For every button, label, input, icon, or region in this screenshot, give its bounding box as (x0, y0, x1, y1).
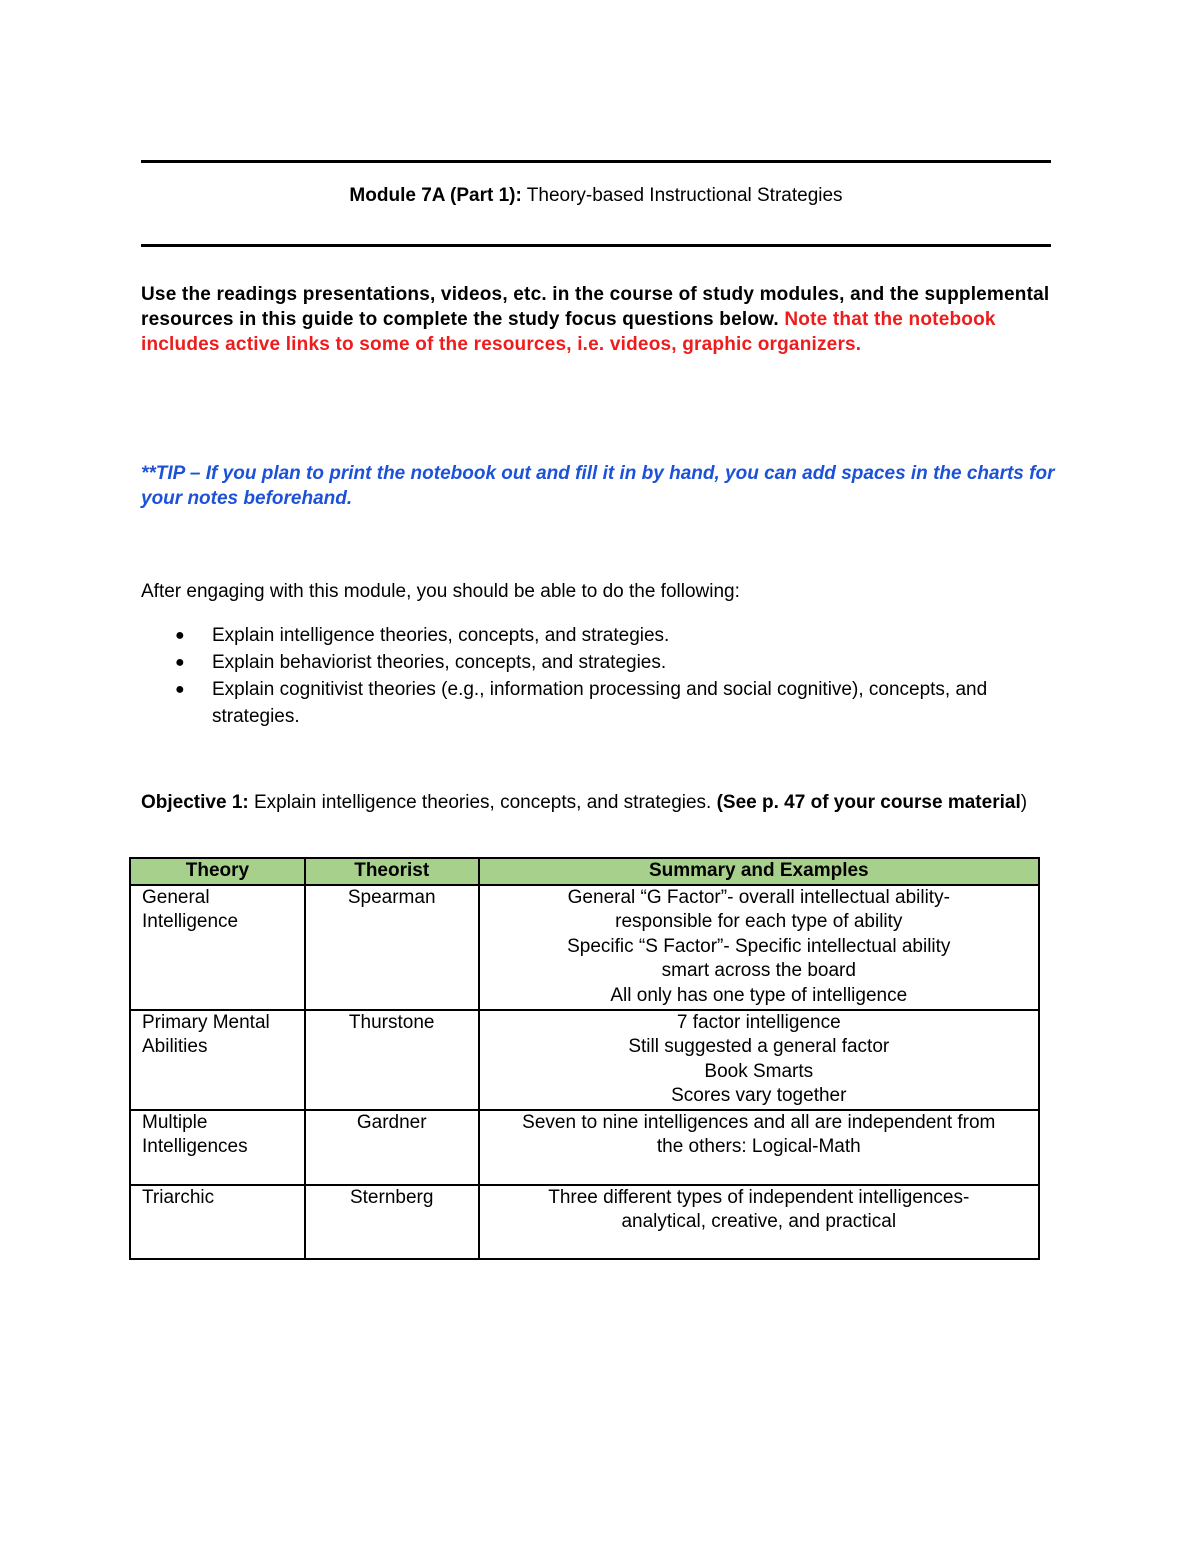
links-note: Note that the notebook includes active links to some of the resources, i.e. videos, graphic organizers. (141, 309, 996, 355)
theory-line: General (142, 886, 210, 908)
bullet-icon: ● (175, 681, 185, 698)
table-row (130, 1010, 1039, 1110)
table-row (130, 1110, 1039, 1185)
objective-1-text: Explain intelligence theories, concepts, and strategies. (248, 792, 717, 813)
module-heading (141, 184, 1051, 208)
summary-line: Still suggested a general factor (628, 1036, 890, 1057)
table-row (130, 885, 1039, 1010)
summary-line: Book Smarts (704, 1060, 814, 1082)
objective-1-reference: (See p. 47 of your course material (716, 792, 1021, 813)
theory-cell (130, 1185, 305, 1259)
summary-cell (479, 1185, 1039, 1259)
header-theorist: Theorist (305, 858, 479, 885)
tip-paragraph: **TIP – If you plan to print the notebook out and fill it in by hand, you can add spaces in the charts for your notes beforehand. (141, 463, 1055, 509)
objective-text: Explain intelligence theories, concepts, and strategies. (212, 625, 670, 646)
summary-line: General “G Factor”- overall intellectual ability- (567, 886, 950, 908)
header-summary: Summary and Examples (479, 858, 1039, 885)
theorist-cell: Spearman (305, 885, 479, 1010)
summary-line: Three different types of independent intelligences- (548, 1186, 970, 1208)
summary-line: All only has one type of intelligence (610, 984, 908, 1006)
intelligence-theories-table (129, 857, 1040, 1260)
summary-line: smart across the board (661, 960, 856, 981)
theory-cell (130, 885, 305, 1010)
summary-line: 7 factor intelligence (676, 1011, 841, 1033)
module-label: Module 7A (Part 1): (349, 185, 522, 206)
objective-text: Explain cognitivist theories (e.g., information processing and social cognitive), concepts, and strategies. (212, 679, 988, 727)
objective-item (141, 676, 1056, 730)
summary-line: responsible for each type of ability (615, 911, 903, 932)
table-header-row (130, 858, 1039, 885)
bullet-icon: ● (175, 627, 185, 644)
theory-line: Intelligence (142, 911, 239, 932)
objective-1-closing: ) (1020, 792, 1028, 813)
objectives-intro: After engaging with this module, you should be able to do the following: (141, 581, 740, 602)
theory-line: Intelligences (142, 1136, 248, 1157)
instructions-text: Use the readings presentations, videos, etc. in the course of study modules, and the supplemental resources in this guide to complete the study focus questions below. (141, 284, 1050, 330)
module-title: Theory-based Instructional Strategies (521, 185, 843, 206)
summary-cell (479, 885, 1039, 1010)
summary-cell (479, 1110, 1039, 1185)
theory-line: Triarchic (142, 1186, 215, 1208)
bullet-icon: ● (175, 654, 185, 671)
objective-item (141, 649, 1056, 676)
theory-cell (130, 1010, 305, 1110)
bottom-divider (141, 244, 1051, 247)
objective-item (141, 622, 1056, 649)
objectives-list (141, 622, 1056, 730)
summary-line: Scores vary together (671, 1085, 847, 1106)
summary-cell (479, 1010, 1039, 1110)
theory-line: Abilities (142, 1036, 208, 1057)
theorist-cell: Sternberg (305, 1185, 479, 1259)
table-row (130, 1185, 1039, 1259)
theorist-cell: Thurstone (305, 1010, 479, 1110)
summary-line: the others: Logical-Math (656, 1136, 861, 1157)
theory-line: Primary Mental (142, 1011, 270, 1033)
objective-1-label: Objective 1: (141, 792, 249, 813)
theory-line: Multiple (142, 1111, 208, 1133)
objective-1-heading (141, 790, 1056, 816)
instructions-paragraph (141, 282, 1056, 357)
header-theory: Theory (130, 858, 305, 885)
summary-line: Specific “S Factor”- Specific intellectual ability (567, 935, 951, 957)
objective-text: Explain behaviorist theories, concepts, and strategies. (212, 652, 667, 673)
theorist-cell: Gardner (305, 1110, 479, 1185)
summary-line: Seven to nine intelligences and all are independent from (522, 1111, 996, 1133)
top-divider (141, 160, 1051, 163)
theory-cell (130, 1110, 305, 1185)
summary-line: analytical, creative, and practical (621, 1211, 897, 1232)
